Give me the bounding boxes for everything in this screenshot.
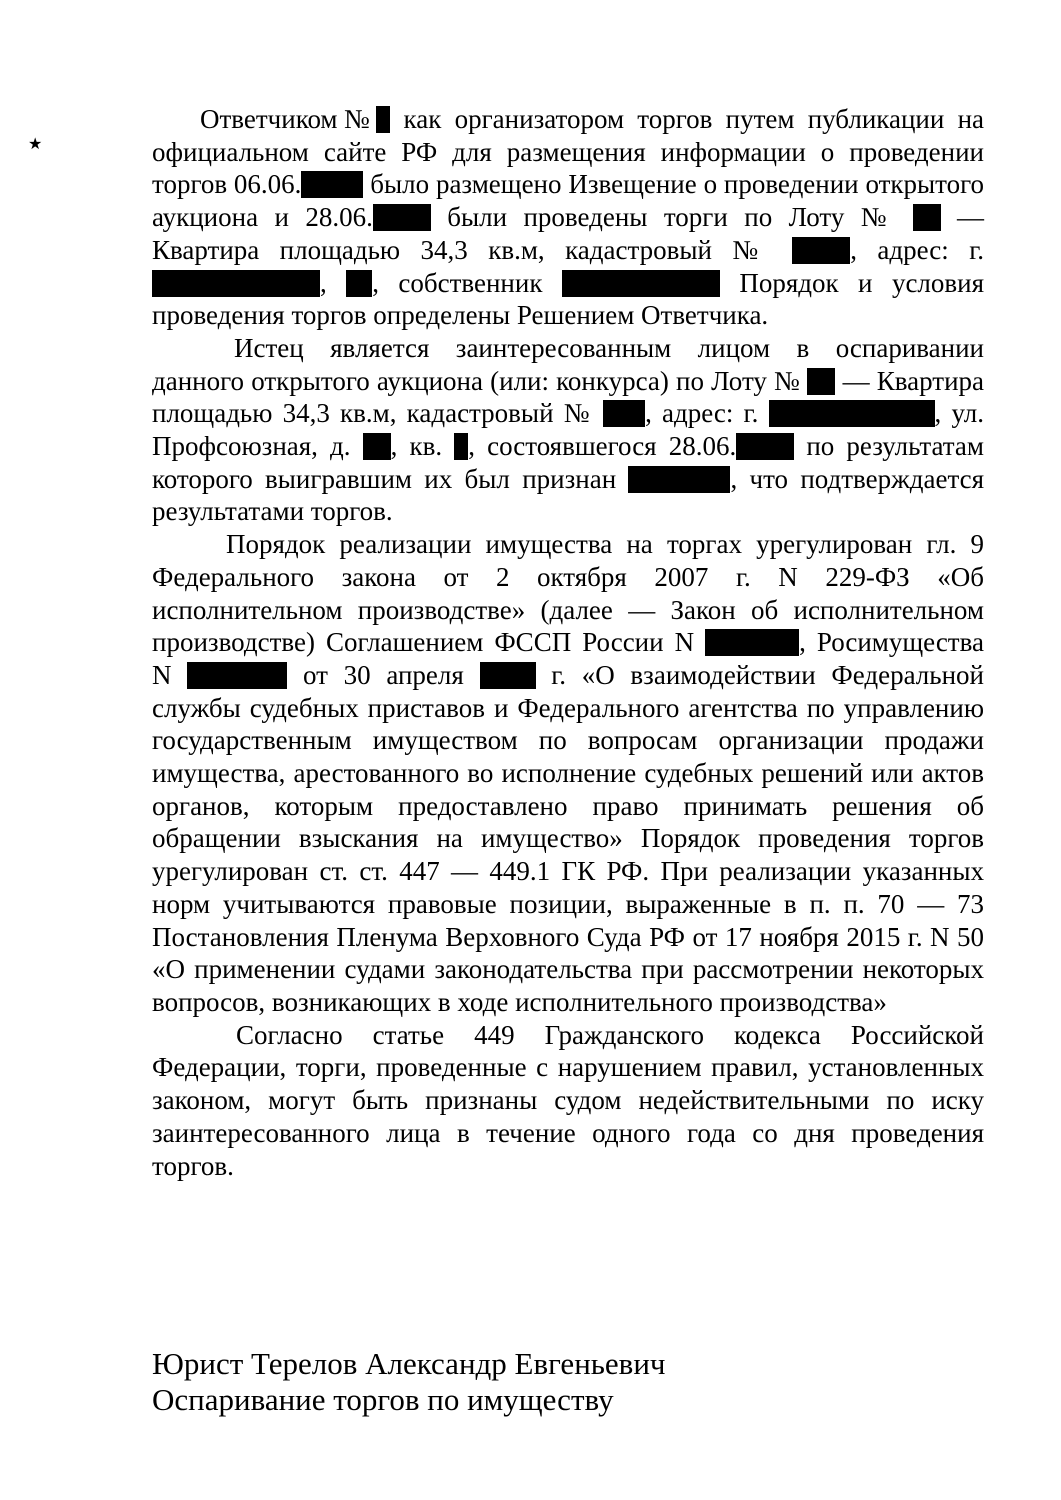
paragraph-text: было размещено Извещение о проведении открытого аукциона и 28.06. xyxy=(152,169,985,233)
margin-star-icon: ★ xyxy=(28,134,43,153)
paragraph-2 xyxy=(152,332,984,528)
signature-author: Юрист Терелов Александр Евгеньевич xyxy=(152,1346,666,1381)
redaction-bar xyxy=(628,466,730,493)
paragraph-text: — Квартира площадью 34,3 кв.м, кадастровый № xyxy=(152,365,985,429)
paragraph-text: , адрес: г. xyxy=(645,398,769,429)
paragraph-1 xyxy=(152,103,984,332)
redaction-bar xyxy=(913,204,941,231)
paragraph-text: Истец является заинтересованным лицом в оспаривании данного открытого аукциона (или: конкурса) по Лоту № xyxy=(152,332,984,396)
paragraph-text: , ул. Профсоюзная, д. xyxy=(152,398,984,462)
redaction-bar xyxy=(301,171,363,198)
redaction-bar xyxy=(792,237,850,264)
paragraph-text: по результатам которого выигравшим их был признан xyxy=(152,431,984,494)
paragraph-text: Согласно статье 449 Гражданского кодекса Российской Федерации, торги, проведенные с нарушением правил, установленных законом, могут быть признаны судом недействительными по иску заинтересованного лица в течение одного года со дня проведения торгов. xyxy=(152,1019,984,1181)
redaction-bar xyxy=(187,662,287,689)
redaction-bar xyxy=(736,433,794,460)
redaction-bar xyxy=(373,204,431,231)
paragraph-text: , xyxy=(320,267,347,298)
paragraph-text: г. «О взаимодействии Федеральной службы судебных приставов и Федерального агентства по управлению государственным имуществом по вопросам организации продажи имущества, арестованного во исполнение судебных решений или актов органов, которым предоставлено право принимать решения об обращении взыскания на имущество» Порядок проведения торгов урегулирован ст. ст. 447 — 449.1 ГК РФ. При реализации указанных норм учитываются правовые позиции, выраженные в п. п. 70 — 73 Постановления Пленума Верховного Суда РФ от 17 ноября 2015 г. N 50 «О применении судами законодательства при рассмотрении некоторых вопросов, возникающих в ходе исполнительного производства» xyxy=(152,659,984,1017)
redaction-bar xyxy=(603,400,645,427)
redaction-bar xyxy=(346,270,372,297)
paragraph-text: , что подтверждается результатами торгов. xyxy=(152,463,984,527)
signature-subject: Оспаривание торгов по имуществу xyxy=(152,1382,614,1417)
paragraph-3 xyxy=(152,528,984,1019)
paragraph-text: , собственник xyxy=(372,267,562,298)
redaction-bar xyxy=(454,433,468,460)
paragraph-4 xyxy=(152,1019,984,1183)
paragraph-text: как организатором торгов путем публикации на официальном сайте РФ для размещения информации о проведении торгов 06.06. xyxy=(152,104,985,200)
redaction-bar xyxy=(807,368,835,395)
paragraph-text: , состоявшегося 28.06. xyxy=(468,431,737,462)
paragraph-text: — Квартира площадью 34,3 кв.м, кадастровый № xyxy=(152,202,985,265)
signature-block xyxy=(152,1346,1012,1418)
redaction-bar xyxy=(562,270,720,297)
paragraph-text: Порядок реализации имущества на торгах урегулирован гл. 9 Федерального закона от 2 октября 2007 г. N 229-ФЗ «Об исполнительном производстве» (далее — Закон об исполнительном производстве) Соглашением ФССП России N xyxy=(152,529,984,658)
redaction-bar xyxy=(152,270,320,297)
paragraph-text: , Росимущества N xyxy=(152,627,984,690)
paragraph-text: Ответчиком№ xyxy=(200,104,377,134)
redaction-bar xyxy=(376,106,390,133)
redaction-bar xyxy=(769,400,935,427)
document-body xyxy=(152,103,984,1182)
redaction-bar xyxy=(480,662,536,689)
redaction-bar xyxy=(705,629,799,656)
paragraph-text: Порядок и условия проведения торгов определены Решением Ответчика. xyxy=(152,267,985,331)
paragraph-text: от 30 апреля xyxy=(287,659,480,690)
paragraph-text: , кв. xyxy=(390,431,455,462)
redaction-bar xyxy=(363,433,391,460)
paragraph-text: , адрес: г. xyxy=(850,234,984,265)
paragraph-text: были проведены торги по Лоту № xyxy=(430,202,913,233)
